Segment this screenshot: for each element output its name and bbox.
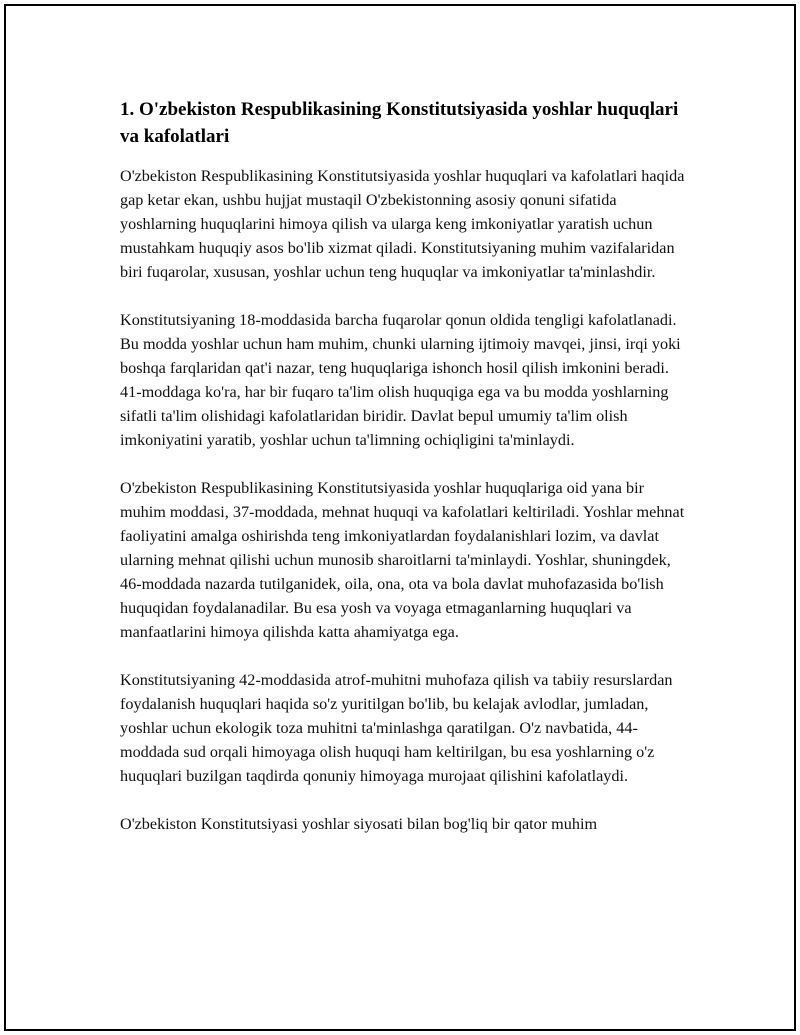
paragraph-2: Konstitutsiyaning 18-moddasida barcha fuqarolar qonun oldida tengligi kafolatlanadi. Bu modda yoshlar uchun ham muhim, chunki ularning ijtimoiy mavqei, jinsi, irqi yoki boshqa farqlaridan qat'i nazar, teng huquqlariga ishonch hosil qilish imkonini beradi. 41-moddaga ko'ra, har bir fuqaro ta'lim olish huquqiga ega va bu modda yoshlarning sifatli ta'lim olishidagi kafolatlaridan biridir. Davlat bepul umumiy ta'lim olish imkoniyatini yaratib, yoshlar uchun ta'limning ochiqligini ta'minlaydi. [120, 311, 681, 449]
document-title: 1. O'zbekiston Respublikasining Konstitutsiyasida yoshlar huquqlari va kafolatlari [120, 99, 679, 147]
document-body [120, 96, 692, 860]
paragraph-4: Konstitutsiyaning 42-moddasida atrof-muhitni muhofaza qilish va tabiiy resurslardan foydalanish huquqlari haqida so'z yuritilgan bo'lib, bu kelajak avlodlar, jumladan, yoshlar uchun ekologik toza muhitni ta'minlashga qaratilgan. O'z navbatida, 44-moddada sud orqali himoyaga olish huquqi ham keltirilgan, bu esa yoshlarning o'z huquqlari buzilgan taqdirda qonuniy himoyaga murojaat qilishini kafolatlaydi. [120, 671, 673, 785]
paragraph-1: O'zbekiston Respublikasining Konstitutsiyasida yoshlar huquqlari va kafolatlari haqida gap ketar ekan, ushbu hujjat mustaqil O'zbekistonning asosiy qonuni sifatida yoshlarning huquqlarini himoya qilish va ularga keng imkoniyatlar yaratish uchun mustahkam huquqiy asos bo'lib xizmat qiladi. Konstitutsiyaning muhim vazifalaridan biri fuqarolar, xususan, yoshlar uchun teng huquqlar va imkoniyatlar ta'minlashdir. [120, 167, 685, 281]
document-page [4, 4, 796, 1031]
paragraph-5: O'zbekiston Konstitutsiyasi yoshlar siyosati bilan bog'liq bir qator muhim [120, 815, 598, 833]
paragraph-3: O'zbekiston Respublikasining Konstitutsiyasida yoshlar huquqlariga oid yana bir muhim moddasi, 37-moddada, mehnat huquqi va kafolatlari keltiriladi. Yoshlar mehnat faoliyatini amalga oshirishda teng imkoniyatlardan foydalanishlari lozim, va davlat ularning mehnat qilishi uchun munosib sharoitlarni ta'minlaydi. Yoshlar, shuningdek, 46-moddada nazarda tutilganidek, oila, ona, ota va bola davlat muhofazasida bo'lish huquqidan foydalanadilar. Bu esa yosh va voyaga etmaganlarning huquqlari va manfaatlarini himoya qilishda katta ahamiyatga ega. [120, 479, 685, 641]
